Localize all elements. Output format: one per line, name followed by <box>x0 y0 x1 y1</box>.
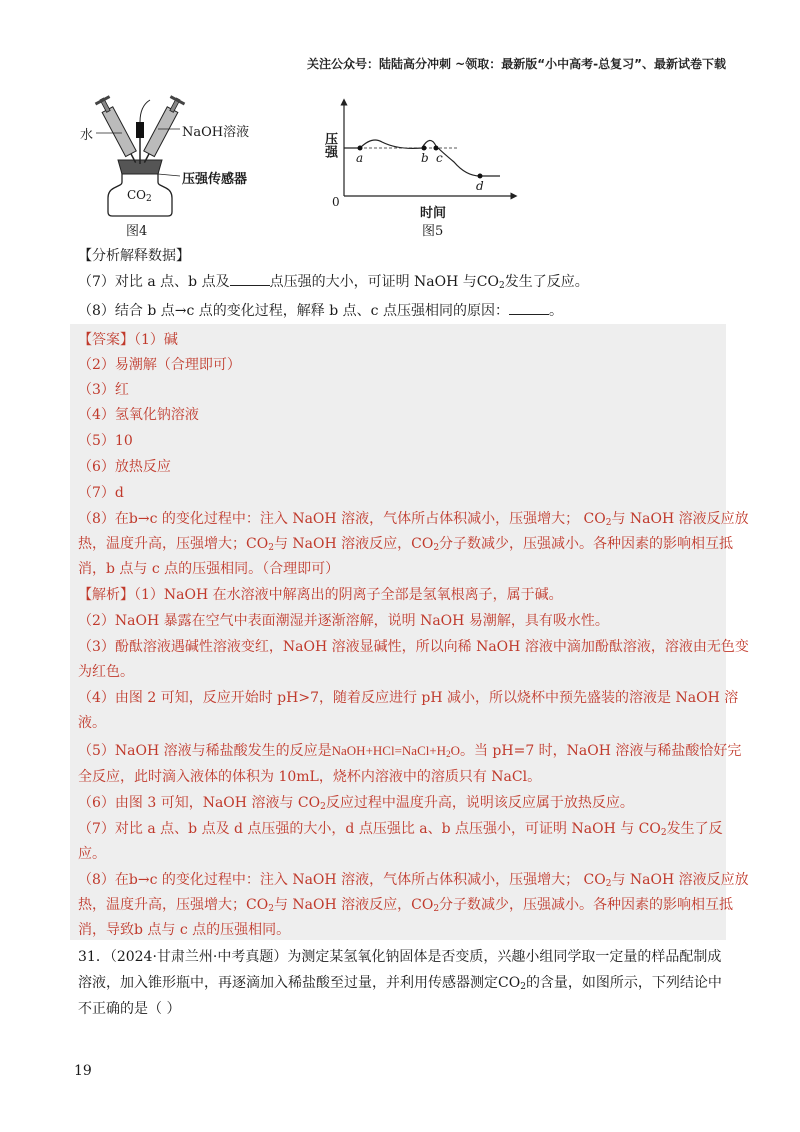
analysis-3-line-1: （3）酚酞溶液遇碱性溶液变红，NaOH 溶液显碱性，所以向稀 NaOH 溶液中滴加酚酞溶液，溶液由无色变 <box>78 639 749 655</box>
answer-8-line-1: （8）在b→c 的变化过程中：注入 NaOH 溶液，气体所占体积减小，压强增大； $CO_2$与 NaOH 溶液反应放 <box>78 511 749 528</box>
page-header: 关注公众号：陆陆高分冲刺 ~领取：最新版“小中高考-总复习”、最新试卷下载 <box>307 57 726 71</box>
point-label-b: b <box>421 151 429 165</box>
answer-8-line-3: 消，b 点与 c 点的压强相同。（合理即可） <box>78 561 340 577</box>
analysis-7-line-1: （7）对比 a 点、b 点及 d 点压强的大小，d 点压强比 a、b 点压强小，可证明 NaOH 与 $CO_2$发生了反 <box>78 821 723 838</box>
answer-2: （2）易潮解（合理即可） <box>78 357 241 373</box>
question-8: （8）结合 b 点→c 点的变化过程，解释 b 点、c 点压强相同的原因： 。 <box>78 303 563 319</box>
equation: $NaOH+HCl=NaCl+H_2O$ <box>331 743 460 759</box>
answer-3: （3）红 <box>78 382 129 398</box>
answer-4: （4）氢氧化钠溶液 <box>78 407 199 423</box>
point-label-c: c <box>436 151 443 165</box>
analysis-7-line-2: 应。 <box>78 846 106 862</box>
analysis-8-line-3: 消，导致b 点与 c 点的压强相同。 <box>78 922 291 938</box>
analysis-6: （6）由图 3 可知，NaOH 溶液与 $CO_2$反应过程中温度升高，说明该反应属于放热反应。 <box>78 795 634 812</box>
analysis-4-line-1: （4）由图 2 可知，反应开始时 pH>7，随着反应进行 pH 减小，所以烧杯中预先盛装的溶液是 NaOH 溶 <box>78 690 739 706</box>
analysis-4-line-2: 液。 <box>78 715 106 731</box>
answer-6: （6）放热反应 <box>78 459 171 475</box>
point-c <box>434 146 439 151</box>
analysis-8-line-2: 热，温度升高，压强增大；$CO_2$与 NaOH 溶液反应，$CO_2$分子数减少，压强减小。各种因素的影响相互抵 <box>78 897 734 914</box>
page-number: 19 <box>74 1063 92 1079</box>
question-7: （7）对比 a 点、b 点及 点压强的大小，可证明 NaOH 与$CO_2$发生了反应。 <box>78 274 589 291</box>
point-label-a: a <box>356 151 364 165</box>
origin-label: 0 <box>332 195 340 209</box>
label-water: 水 <box>80 128 94 143</box>
figure-4-apparatus <box>78 92 268 242</box>
answer-blank-7 <box>230 273 270 286</box>
figure-4-caption: 图4 <box>126 224 148 239</box>
y-axis-label: 压强 <box>322 132 337 158</box>
question-31-line-3: 不正确的是（ ） <box>78 1001 181 1017</box>
point-label-d: d <box>476 179 484 193</box>
analysis-2: （2）NaOH 暴露在空气中表面潮湿并逐渐溶解，说明 NaOH 易潮解，具有吸水性。 <box>78 613 609 629</box>
answer-blank-8 <box>509 302 549 315</box>
label-naoh-solution: NaOH溶液 <box>182 125 250 140</box>
answer-1: 【答案】（1）碱 <box>78 332 178 348</box>
analysis-5-line-1: （5）NaOH 溶液与稀盐酸发生的反应是$NaOH+HCl=NaCl+H_2O$。当 pH=7 时，NaOH 溶液与稀盐酸恰好完 <box>78 743 742 759</box>
analysis-1: 【解析】（1）NaOH 在水溶液中解离出的阴离子全部是氢氧根离子，属于碱。 <box>78 587 563 603</box>
point-b <box>422 146 427 151</box>
figure-5-caption: 图5 <box>422 224 444 239</box>
point-a <box>358 146 363 151</box>
figure-5-pressure-graph <box>318 96 518 239</box>
section-heading: 【分析解释数据】 <box>78 248 190 264</box>
answer-5: （5）10 <box>78 433 133 449</box>
analysis-8-line-1: （8）在b→c 的变化过程中：注入 NaOH 溶液，气体所占体积减小，压强增大； $CO_2$与 NaOH 溶液反应放 <box>78 872 749 889</box>
x-axis-label: 时间 <box>420 206 447 221</box>
answer-8-line-2: 热，温度升高，压强增大；$CO_2$与 NaOH 溶液反应，$CO_2$分子数减少，压强减小。各种因素的影响相互抵 <box>78 536 734 553</box>
question-31-line-2: 溶液，加入锥形瓶中，再逐滴加入稀盐酸至过量，并利用传感器测定$CO_2$的含量，如图所示，下列结论中 <box>78 975 722 992</box>
analysis-3-line-2: 为红色。 <box>78 664 134 680</box>
question-31-line-1: 31．（2024·甘肃兰州·中考真题）为测定某氢氧化钠固体是否变质，兴趣小组同学取一定量的样品配制成 <box>78 949 722 965</box>
pressure-curve-svg <box>318 96 518 236</box>
answer-7: （7）d <box>78 485 124 501</box>
point-d <box>478 174 483 179</box>
analysis-5-line-2: 全反应，此时滴入液体的体积为 10mL，烧杯内溶液中的溶质只有 NaCl。 <box>78 769 542 785</box>
label-pressure-sensor: 压强传感器 <box>182 172 248 187</box>
label-co2-bottle: $CO_2$ <box>127 188 152 204</box>
